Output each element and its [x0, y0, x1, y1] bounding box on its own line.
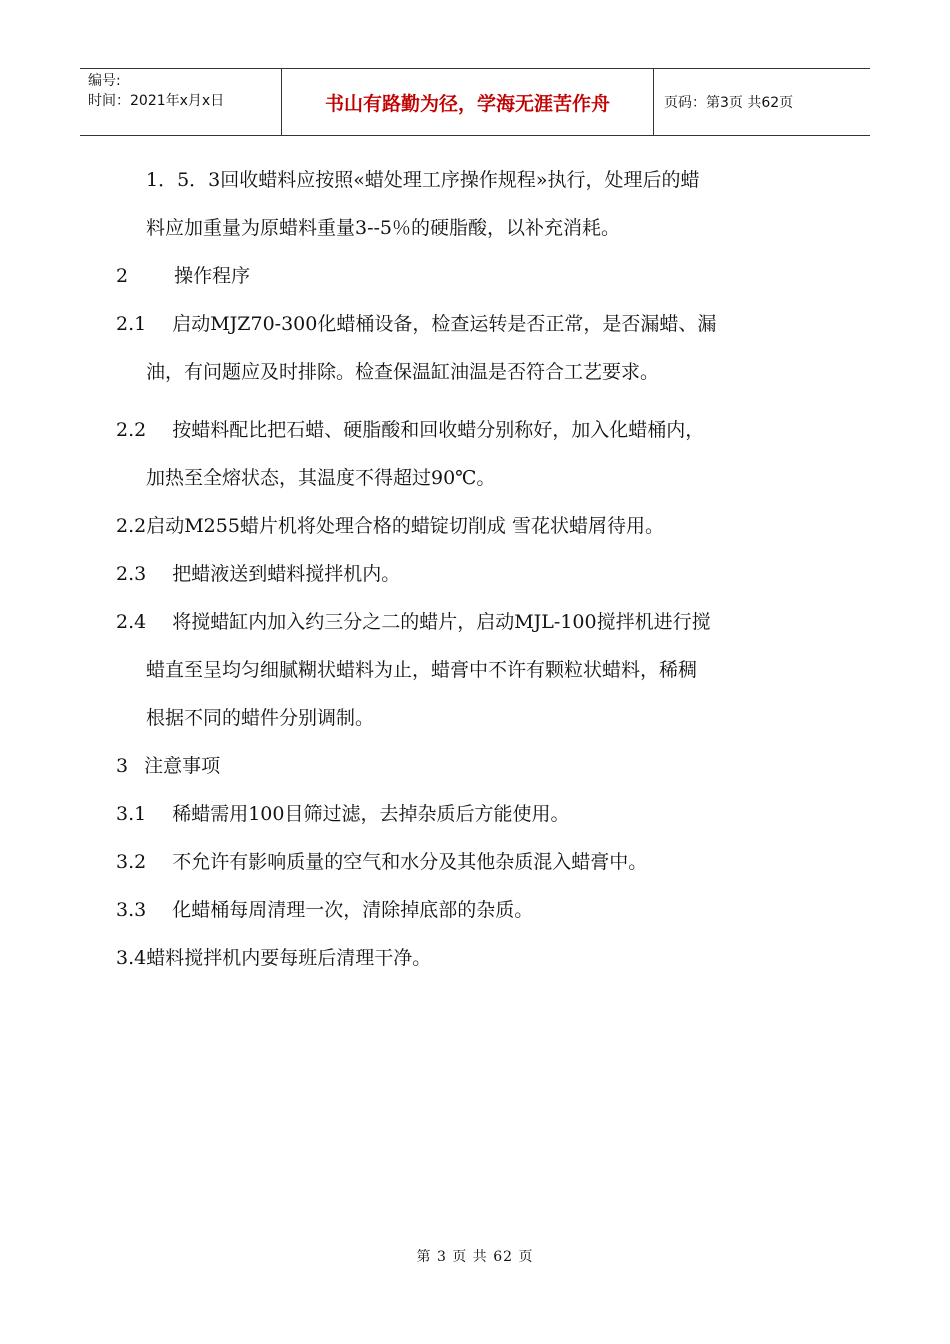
section-2-title: 操作程序 [174, 265, 251, 287]
item-3-1 [116, 800, 816, 828]
para-1-5-3-line-2: 料应加重量为原蜡料重量3--5％的硬脂酸，以补充消耗。 [146, 217, 621, 239]
item-3-2 [116, 848, 816, 876]
section-3-number: 3 [116, 755, 129, 777]
header-meta [80, 69, 282, 135]
item-2-1-text-1: 启动MJZ70-300化蜡桶设备，检查运转是否正常，是否漏蜡、漏 [172, 313, 717, 335]
item-3-2-text: 不允许有影响质量的空气和水分及其他杂质混入蜡膏中。 [172, 851, 648, 873]
item-3-2-number: 3.2 [116, 851, 147, 873]
item-3-3 [116, 896, 816, 924]
item-2-1-line-2: 油，有问题应及时排除。检查保温缸油温是否符合工艺要求。 [146, 361, 660, 383]
item-2-2-number: 2.2 [116, 419, 147, 441]
para-1-5-3-line-1: 1．5．3回收蜡料应按照«蜡处理工序操作规程»执行，处理后的蜡 [146, 169, 700, 191]
item-2-1-number: 2.1 [116, 313, 147, 335]
item-2-4-line-1 [116, 608, 816, 636]
item-2-4-text-1: 将搅蜡缸内加入约三分之二的蜡片，启动MJL-100搅拌机进行搅 [172, 611, 711, 633]
item-2-2-line-1 [116, 416, 816, 444]
serial-label: 编号: [88, 73, 121, 89]
item-2-2b: 2.2启动M255蜡片机将处理合格的蜡锭切削成 雪花状蜡屑待用。 [116, 515, 664, 537]
section-2-number: 2 [116, 265, 129, 287]
header-motto: 书山有路勤为径，学海无涯苦作舟 [282, 69, 654, 135]
section-3-heading [116, 752, 816, 780]
item-2-4-number: 2.4 [116, 611, 147, 633]
item-2-1-line-1 [116, 310, 816, 338]
item-3-1-number: 3.1 [116, 803, 147, 825]
item-3-1-text: 稀蜡需用100目筛过滤，去掉杂质后方能使用。 [172, 803, 570, 825]
item-2-2-text-1: 按蜡料配比把石蜡、硬脂酸和回收蜡分别称好，加入化蜡桶内， [172, 419, 705, 441]
time-label: 时间：2021年x月x日 [88, 93, 225, 109]
page-header [80, 68, 870, 136]
item-2-3-number: 2.3 [116, 563, 147, 585]
item-2-3-text: 把蜡液送到蜡料搅拌机内。 [172, 563, 401, 585]
section-2-heading [116, 262, 816, 290]
item-2-2-line-2: 加热至全熔状态，其温度不得超过90℃。 [146, 467, 496, 489]
item-2-4-line-3: 根据不同的蜡件分别调制。 [146, 707, 375, 729]
header-page-info: 页码：第3页 共62页 [664, 95, 794, 111]
item-3-3-number: 3.3 [116, 899, 147, 921]
item-3-3-text: 化蜡桶每周清理一次，清除掉底部的杂质。 [172, 899, 534, 921]
item-2-3 [116, 560, 816, 588]
page-footer: 第 3 页 共 62 页 [416, 1249, 534, 1265]
section-3-title: 注意事项 [144, 755, 221, 777]
document-body [116, 166, 816, 972]
item-3-4: 3.4蜡料搅拌机内要每班后清理干净。 [116, 947, 432, 969]
item-2-4-line-2: 蜡直至呈均匀细腻糊状蜡料为止，蜡膏中不许有颗粒状蜡料，稀稠 [146, 659, 698, 681]
